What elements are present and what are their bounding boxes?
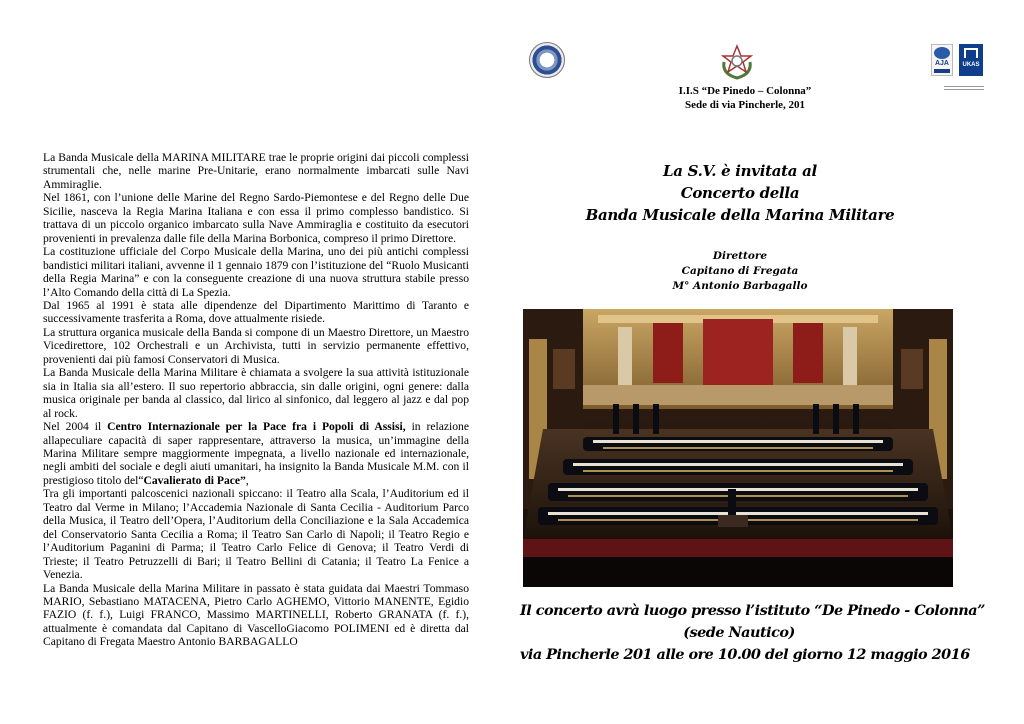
- paragraph: Nel 2004 il Centro Internazionale per la Pace fra i Popoli di Assisi, in relazione allapeculiare capacità di saper rappresentare, attraverso la musica, un’immagine della Marina Militare sempre maggiormente impegnata, a livello nazionale ed internazionale, negli ambiti del sociale e degli aiuti umanitari, ha insignito la Banda Musicale M.M. con il prestigioso titolo del“Cavalierato di Pace”,: [43, 420, 469, 487]
- peace-center-name: Centro Internazionale per la Pace fra i Popoli di Assisi,: [107, 420, 406, 434]
- italian-republic-emblem-icon: [720, 42, 754, 80]
- invitation-title: La S.V. è invitata al Concerto della Banda Musicale della Marina Militare: [585, 162, 895, 224]
- navy-crest-icon: [529, 42, 565, 78]
- director-block: Direttore Capitano di Fregata M° Antonio Barbagallo: [672, 250, 808, 292]
- award-title: Cavalierato di Pace”: [143, 473, 246, 487]
- paragraph: La Banda Musicale della Marina Militare in passato è stata guidata dai Maestri Tommaso MARIO, Sebastiano MATACENA, Pietro Carlo AGHEMO, Vittorio MANENTE, Egidio FAZIO (f. f.), Luigi FRANCO, Massimo MARTINELLI, Roberto GRANATA (f. f.), attualmente è comandata dal Capitano di VascelloGiacomo POLIMENI ed è diretta dal Capitano di Fregata Maestro Antonio BARBAGALLO: [43, 581, 469, 649]
- school-name: I.I.S “De Pinedo – Colonna”: [678, 85, 812, 97]
- paragraph: La Banda Musicale della MARINA MILITARE trae le proprie origini dai piccoli complessi strumentali che, nelle marine Pre-Unitarie, erano normalmente imbarcati sulle Navi Ammiraglie.: [43, 151, 469, 191]
- paragraph: Tra gli importanti palcoscenici nazionali spiccano: il Teatro alla Scala, l’Auditorium ed il Teatro dal Verme in Milano; l’Accademia Nazionale di Santa Cecilia - Auditorium Parco della Musica, il Teatro dell’Opera, l’Auditorium della Conciliazione e la Sala Accademica del Conservatorio Santa Cecilia a Roma; il Teatro San Carlo di Napoli; il Teatro Regio e l’Auditorium Paganini di Parma; il Teatro Carlo Felice di Genova; il Teatro Verdi di Trieste; il Teatro Petruzzelli di Bari; il Teatro Bellini di Catania; il Teatro La Fenice a Venezia.: [43, 487, 469, 582]
- paragraph: Nel 1861, con l’unione delle Marine del Regno Sardo-Piemontese e del Regno delle Due Sicilie, nasceva la Regia Marina Italiana e con essa il primo complesso bandistico. Si trattava di un piccolo organico imbarcato sulla Nave Ammiraglia e costituito da esecutori provenienti in prevalenza dalle file della Marina Borbonica, compreso il primo Direttore.: [43, 191, 469, 245]
- paragraph: Dal 1965 al 1991 è stata alle dipendenze del Dipartimento Marittimo di Taranto e successivamente trasferita a Roma, dove attualmente risiede.: [43, 298, 469, 326]
- aja-certification-logo: AJA: [931, 44, 953, 76]
- paragraph: La Banda Musicale della Marina Militare è chiamata a svolgere la sua attività istituzionale sia in Italia sia all’estero. Il suo repertorio abbraccia, sin dalle origini, ogni genere: dalla musica originale per banda al classico, dal lirico al sinfonico, dal leggero al jazz e dal pop al rock.: [43, 366, 469, 420]
- school-address: Sede di via Pincherle, 201: [684, 99, 806, 111]
- paragraph: La costituzione ufficiale del Corpo Musicale della Marina, uno dei più antichi complessi bandistici militari italiani, avvenne il 1 gennaio 1879 con l’istituzione del “Ruolo Musicanti della Regia Marina” e con la conseguente creazione di una nuova struttura stabile presso l’Alto Comando della città di La Spezia.: [43, 245, 469, 299]
- school-header: [655, 84, 835, 112]
- paragraph: La struttura organica musicale della Banda si compone di un Maestro Direttore, un Maestro Vicedirettore, 102 Orchestrali e un Archivista, tutti in servizio permanente effettivo, provenienti dai più famosi Conservatori di Musica.: [43, 325, 469, 366]
- certification-fine-print: [944, 84, 984, 92]
- venue-info: Il concerto avrà luogo presso l’istituto “De Pinedo - Colonna” (sede Nautico) via Pincherle 201 alle ore 10.00 del giorno 12 maggio 2016: [520, 602, 985, 663]
- concert-stage-photo: [523, 309, 953, 587]
- band-history-text: [43, 151, 469, 649]
- ukas-certification-logo: UKAS: [959, 44, 983, 76]
